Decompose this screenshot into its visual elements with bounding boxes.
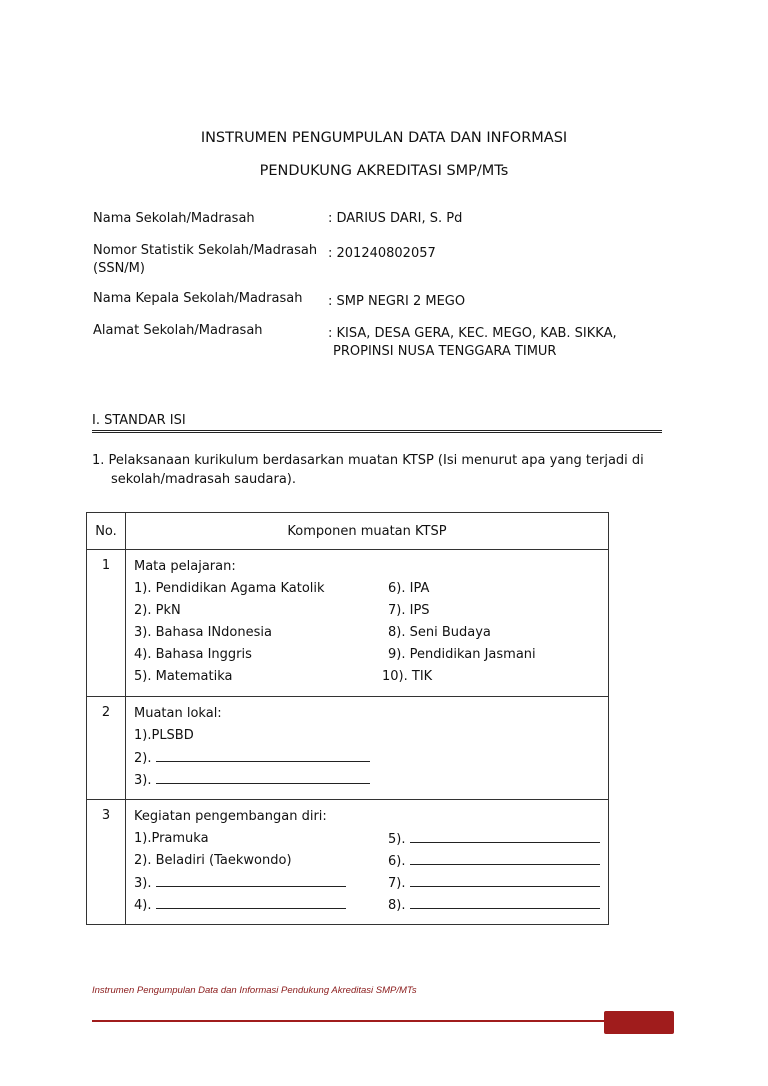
section-heading: I. STANDAR ISI — [92, 413, 662, 433]
table-row — [87, 550, 609, 697]
list-item: 4). 8). — [134, 894, 602, 916]
row-no: 3 — [87, 800, 126, 925]
row-title: Muatan lokal: — [134, 706, 222, 721]
row-title: Mata pelajaran: — [134, 559, 236, 574]
list-item: 1).Pramuka 5). — [134, 828, 602, 850]
blank-line — [156, 872, 346, 887]
table-row — [87, 800, 609, 925]
header-komponen: Komponen muatan KTSP — [126, 513, 609, 550]
blank-line — [156, 894, 346, 909]
table-row — [87, 697, 609, 800]
question-1-line2: sekolah/madrasah saudara). — [111, 472, 297, 487]
school-name-value: : DARIUS DARI, S. Pd — [328, 211, 463, 226]
question-1-line1: 1. Pelaksanaan kurikulum berdasarkan muatan KTSP (Isi menurut apa yang terjadi di — [92, 453, 644, 468]
blank-line — [156, 769, 370, 784]
principal-value: : SMP NEGRI 2 MEGO — [328, 294, 466, 309]
header-no: No. — [87, 513, 126, 550]
nss-label-line2: (SSN/M) — [93, 261, 145, 276]
row-content — [126, 697, 609, 800]
blank-line — [410, 828, 600, 843]
blank-line — [410, 850, 600, 865]
row-no: 1 — [87, 550, 126, 697]
footer-text: Instrumen Pengumpulan Data dan Informasi Pendukung Akreditasi SMP/MTs — [92, 985, 417, 996]
blank-line — [410, 894, 600, 909]
blank-line — [156, 747, 370, 762]
row-content — [126, 550, 609, 697]
principal-label: Nama Kepala Sekolah/Madrasah — [93, 291, 303, 306]
nss-label — [93, 242, 317, 278]
list-item: 1).PLSBD — [134, 728, 194, 743]
list-item: 3). 7). — [134, 872, 602, 894]
row-no: 2 — [87, 697, 126, 800]
list-item: 3). Bahasa INdonesia 8). Seni Budaya — [134, 625, 491, 640]
blank-line — [410, 872, 600, 887]
school-name-label: Nama Sekolah/Madrasah — [93, 211, 255, 226]
address-value — [328, 325, 617, 361]
address-label: Alamat Sekolah/Madrasah — [93, 323, 263, 338]
ktsp-table — [86, 512, 609, 925]
doc-title-line2: PENDUKUNG AKREDITASI SMP/MTs — [259, 163, 509, 179]
nss-value: : 201240802057 — [328, 246, 436, 261]
nss-label-line1: Nomor Statistik Sekolah/Madrasah — [93, 243, 318, 258]
question-1 — [92, 451, 664, 489]
list-item: 5). Matematika 10). TIK — [134, 669, 433, 684]
list-item: 4). Bahasa Inggris 9). Pendidikan Jasmani — [134, 647, 536, 662]
address-value-line1: : KISA, DESA GERA, KEC. MEGO, KAB. SIKKA, — [328, 326, 617, 341]
page-number-box — [604, 1011, 674, 1034]
list-item: 2). Beladiri (Taekwondo) 6). — [134, 850, 602, 872]
list-item: 1). Pendidikan Agama Katolik 6). IPA — [134, 581, 430, 596]
list-item: 2). — [134, 747, 602, 769]
doc-title-line1: INSTRUMEN PENGUMPULAN DATA DAN INFORMASI — [200, 130, 568, 146]
footer-rule — [92, 1020, 607, 1022]
table-header-row — [87, 513, 609, 550]
list-item: 2). PkN 7). IPS — [134, 603, 430, 618]
list-item: 3). — [134, 769, 602, 791]
row-title: Kegiatan pengembangan diri: — [134, 809, 327, 824]
address-value-line2: PROPINSI NUSA TENGGARA TIMUR — [333, 344, 557, 359]
row-content — [126, 800, 609, 925]
